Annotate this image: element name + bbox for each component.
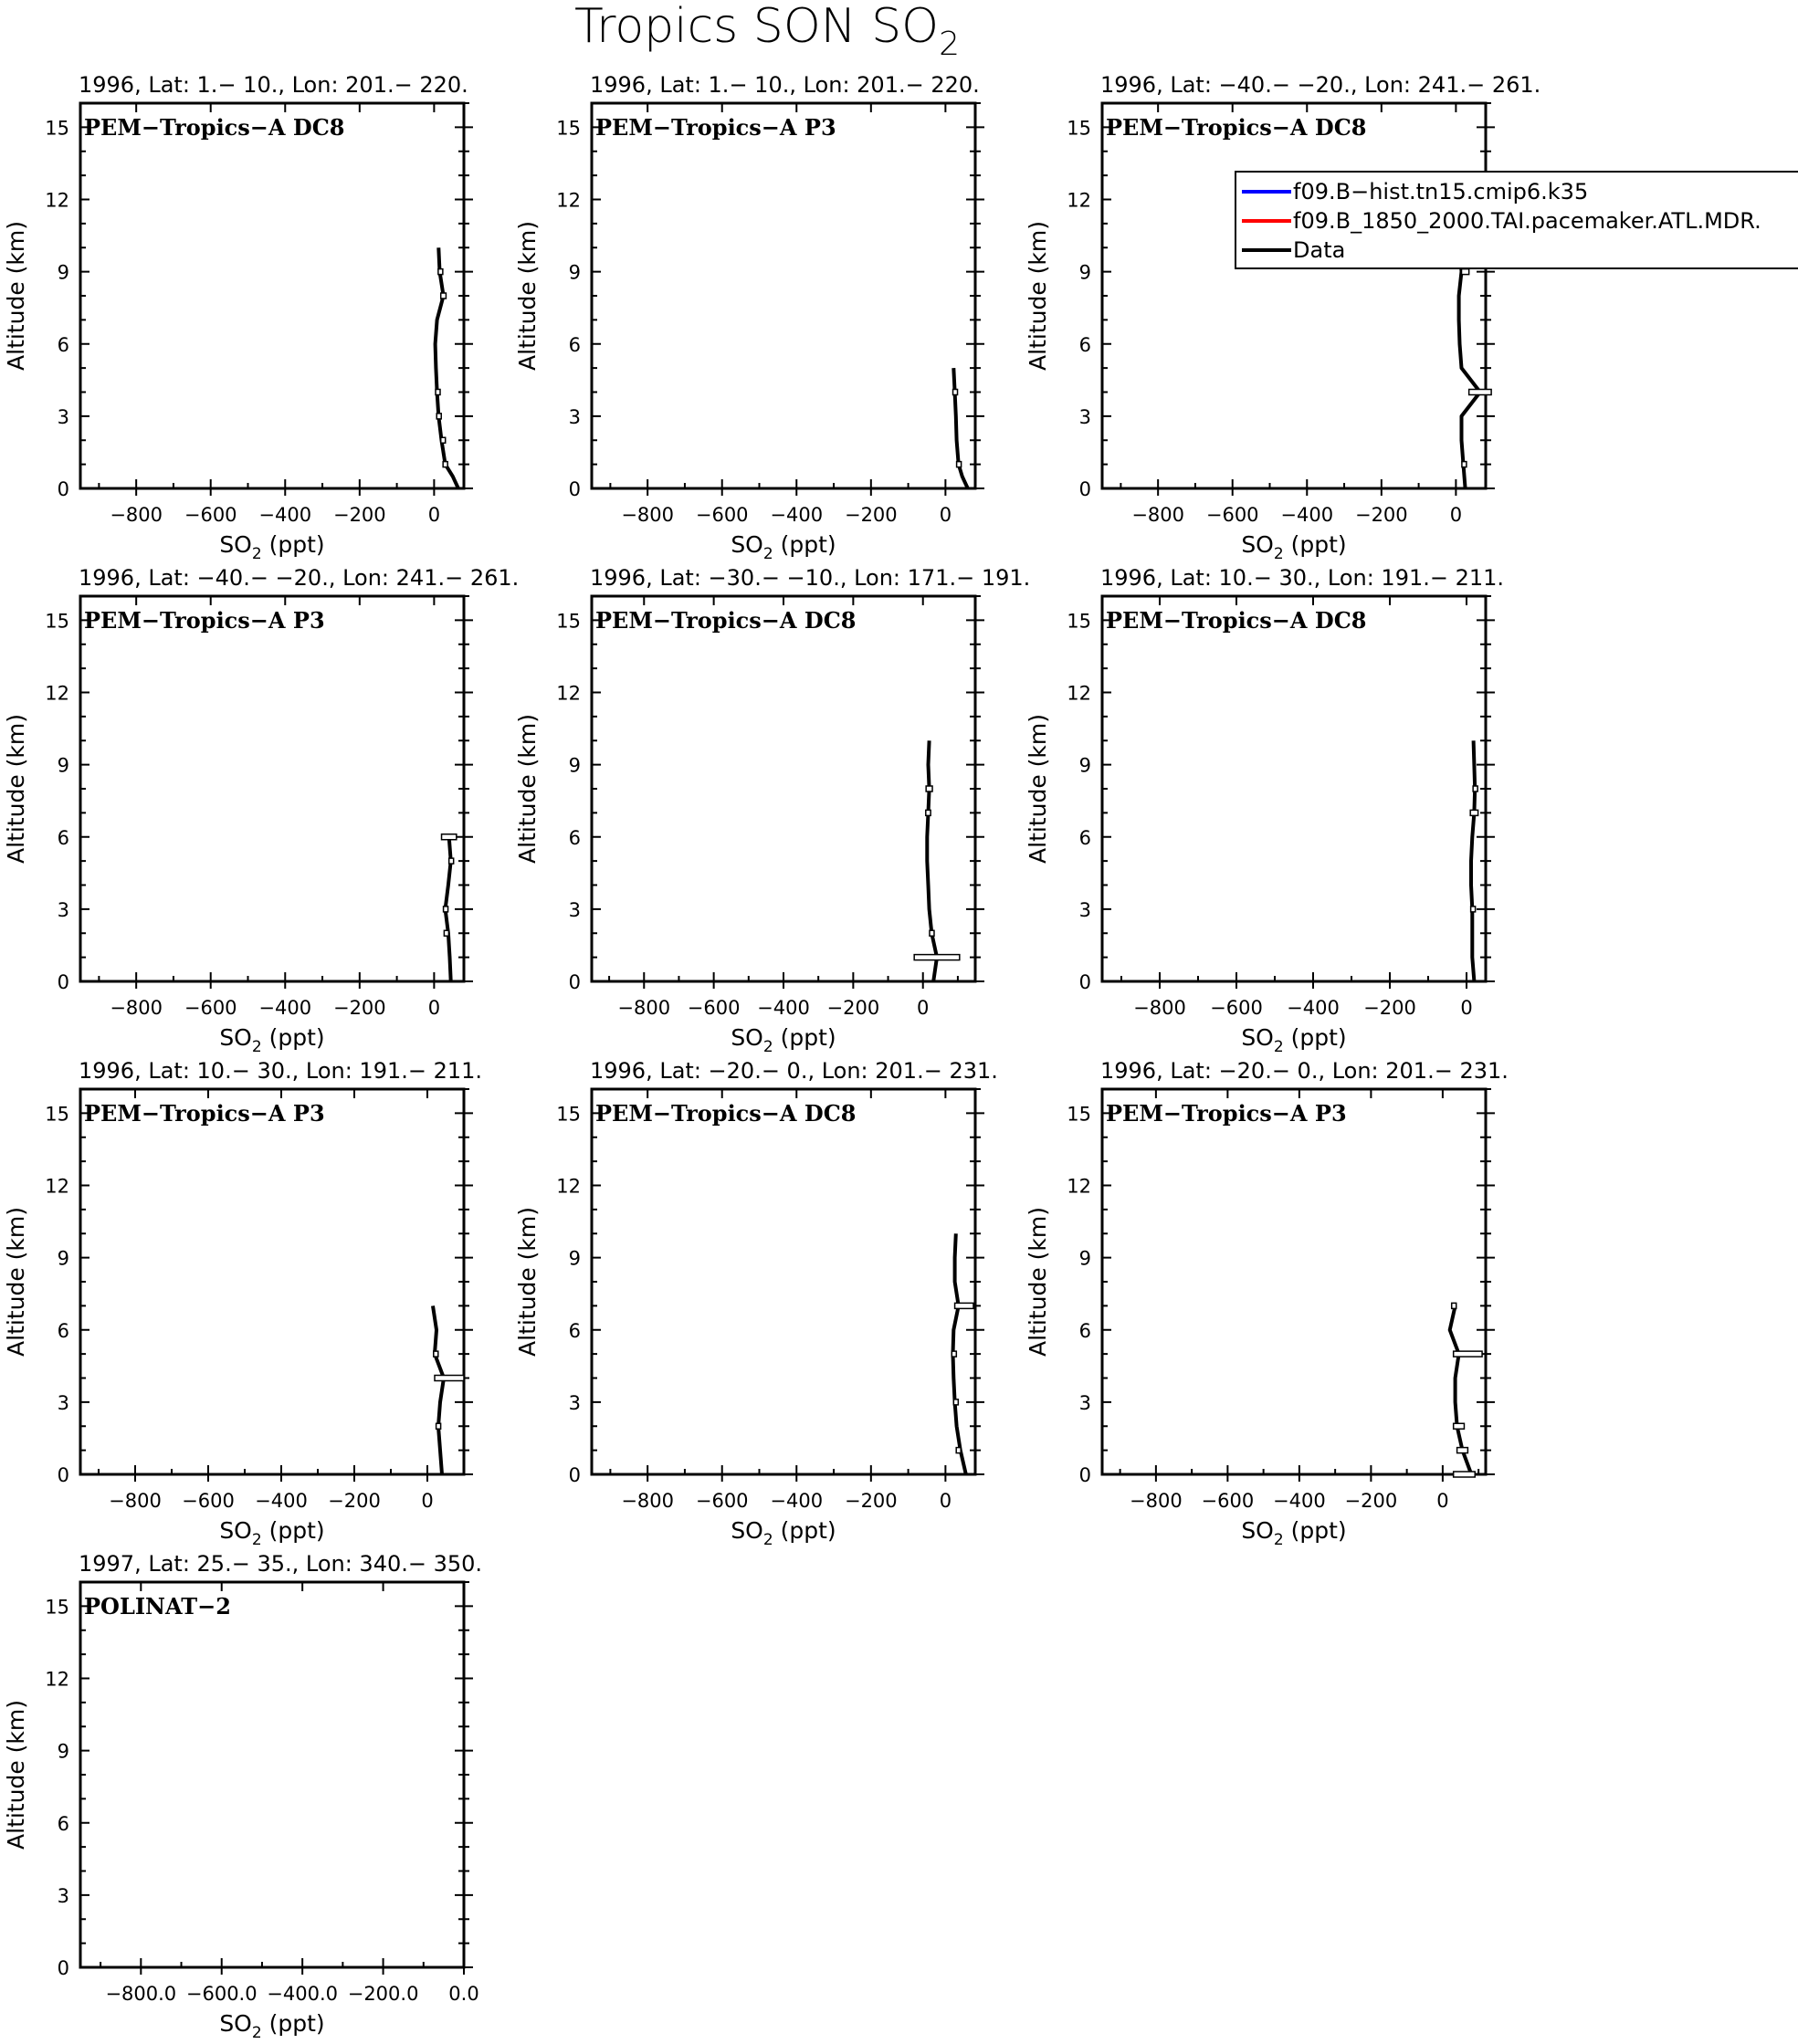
chart-panel [3, 1551, 482, 2042]
x-tick-label: −400 [757, 997, 810, 1019]
y-tick-label: 3 [57, 898, 69, 921]
campaign-label: PEM−Tropics−A P3 [595, 114, 836, 141]
x-axis-title-unit: (ppt) [773, 1024, 836, 1051]
y-tick-label: 6 [57, 1319, 69, 1342]
x-tick-label: −400 [258, 997, 312, 1019]
chart-panel [1025, 565, 1504, 1056]
x-axis-title-unit: (ppt) [773, 1517, 836, 1544]
panels [3, 72, 1540, 2042]
x-tick-label: −600 [182, 1490, 235, 1512]
data-range-box [955, 1303, 973, 1308]
x-axis-title-unit: (ppt) [261, 1024, 325, 1051]
y-tick-label: 12 [45, 1668, 69, 1691]
legend-label: f09.B_1850_2000.TAI.pacemaker.ATL.MDR. [1293, 208, 1761, 234]
y-tick-label: 9 [1078, 261, 1091, 284]
y-axis-title: Altitude (km) [514, 221, 541, 371]
x-tick-label: −800 [621, 1490, 675, 1512]
chart-panel [3, 565, 519, 1056]
x-tick-label: −600 [687, 997, 741, 1019]
y-tick-label: 0 [1078, 1464, 1091, 1486]
chart-panel [514, 565, 1030, 1056]
x-axis-title-subscript: 2 [762, 1038, 773, 1056]
y-tick-label: 0 [1078, 971, 1091, 993]
x-axis-title-unit: (ppt) [1283, 1024, 1347, 1051]
y-tick-label: 3 [1078, 405, 1091, 428]
y-tick-label: 15 [556, 610, 581, 633]
x-tick-label: −600 [1210, 997, 1263, 1019]
x-axis-title-name: SO [731, 1517, 763, 1544]
plot-frame [1102, 596, 1486, 981]
y-tick-label: 0 [57, 1464, 69, 1486]
data-range-box [444, 930, 448, 936]
y-tick-label: 12 [45, 1175, 69, 1198]
x-tick-label: −400 [770, 504, 824, 526]
x-tick-label: 0 [1449, 504, 1463, 526]
x-axis-title [731, 531, 836, 563]
chart-panel [1025, 72, 1540, 563]
campaign-label: PEM−Tropics−A P3 [84, 607, 325, 634]
x-tick-label: −200 [1363, 997, 1416, 1019]
y-tick-label: 12 [1067, 189, 1091, 212]
x-axis-title-subscript: 2 [251, 1531, 262, 1549]
data-series-line [433, 1305, 444, 1474]
x-axis-title-unit: (ppt) [1283, 531, 1347, 558]
x-tick-label: 0 [1436, 1490, 1449, 1512]
y-tick-label: 0 [57, 971, 69, 993]
x-tick-label: 0 [939, 1490, 952, 1512]
y-tick-label: 15 [45, 1596, 69, 1619]
x-tick-label: 0 [1460, 997, 1473, 1019]
x-axis-title-name: SO [731, 531, 763, 558]
data-range-box [1471, 907, 1476, 912]
x-tick-label: −800 [617, 997, 671, 1019]
y-axis-title: Altitude (km) [1025, 1207, 1051, 1357]
y-tick-label: 0 [57, 1957, 69, 1979]
x-axis-title [219, 531, 324, 563]
figure-title-subscript: 2 [939, 26, 961, 63]
y-tick-label: 15 [45, 610, 69, 633]
data-range-box [953, 390, 958, 395]
x-tick-label: −200 [332, 997, 386, 1019]
data-range-box [436, 390, 440, 395]
x-tick-label: −600.0 [185, 1983, 258, 2005]
x-axis-title-subscript: 2 [1273, 1531, 1284, 1549]
y-tick-label: 3 [57, 405, 69, 428]
data-range-box [444, 907, 448, 912]
data-range-box [434, 1351, 438, 1357]
x-tick-label: −400 [255, 1490, 308, 1512]
x-tick-label: −600 [1205, 504, 1259, 526]
figure-title [574, 0, 960, 63]
data-range-box [1469, 390, 1491, 395]
x-axis-title-name: SO [1241, 1024, 1274, 1051]
x-tick-label: −200 [1354, 504, 1408, 526]
x-axis-title [731, 1517, 836, 1549]
x-axis-title-unit: (ppt) [773, 531, 836, 558]
campaign-label: PEM−Tropics−A DC8 [1106, 607, 1367, 634]
x-axis-title-unit: (ppt) [1283, 1517, 1347, 1544]
x-axis-title-name: SO [731, 1024, 763, 1051]
y-tick-label: 6 [568, 826, 581, 849]
x-tick-label: −800 [109, 1490, 162, 1512]
data-range-box [930, 930, 934, 936]
x-axis-title [1241, 1517, 1346, 1549]
data-range-box [443, 462, 447, 467]
x-tick-label: 0 [427, 997, 441, 1019]
y-tick-label: 3 [1078, 898, 1091, 921]
data-range-box [438, 269, 443, 275]
data-range-box [1454, 1472, 1476, 1477]
x-tick-label: 0 [427, 504, 441, 526]
y-tick-label: 9 [57, 1247, 69, 1270]
data-range-box [926, 786, 932, 791]
plot-frame [80, 1089, 464, 1474]
x-tick-label: −800.0 [105, 1983, 177, 2005]
data-series-line [927, 740, 937, 981]
chart-panel [514, 72, 984, 563]
legend-label: f09.B−hist.tn15.cmip6.k35 [1293, 179, 1589, 204]
y-tick-label: 12 [45, 682, 69, 705]
x-tick-label: 0 [421, 1490, 434, 1512]
data-series-line [1471, 740, 1475, 981]
y-tick-label: 6 [1078, 333, 1091, 356]
x-tick-label: −400 [1280, 504, 1334, 526]
y-axis-title: Altitude (km) [1025, 221, 1051, 371]
panel-header: 1996, Lat: 1.− 10., Lon: 201.− 220. [590, 72, 980, 98]
x-tick-label: −600 [695, 504, 749, 526]
campaign-label: PEM−Tropics−A DC8 [595, 1100, 857, 1127]
x-tick-label: 0.0 [448, 1983, 479, 2005]
x-tick-label: −800 [110, 997, 163, 1019]
y-tick-label: 9 [568, 1247, 581, 1270]
x-axis-title [1241, 531, 1346, 563]
y-axis-title: Altitude (km) [3, 1207, 29, 1357]
data-range-box [1457, 1448, 1468, 1453]
data-range-box [914, 955, 960, 960]
data-range-box [1461, 269, 1468, 275]
x-axis-title-subscript: 2 [1273, 1038, 1284, 1056]
y-tick-label: 3 [1078, 1391, 1091, 1414]
x-axis-title [219, 1024, 324, 1056]
y-tick-label: 15 [1067, 117, 1091, 140]
y-tick-label: 3 [568, 405, 581, 428]
x-axis-title [219, 1517, 324, 1549]
y-tick-label: 15 [1067, 1103, 1091, 1126]
y-tick-label: 3 [57, 1884, 69, 1907]
data-range-box [957, 462, 962, 467]
y-tick-label: 0 [568, 971, 581, 993]
data-range-box [1473, 786, 1477, 791]
data-series-line [953, 368, 968, 488]
y-tick-label: 0 [568, 1464, 581, 1486]
data-range-box [1470, 810, 1477, 815]
x-tick-label: −400 [1273, 1490, 1326, 1512]
plot-frame [80, 1582, 464, 1967]
x-axis-title [731, 1024, 836, 1056]
x-tick-label: −400.0 [267, 1983, 339, 2005]
y-tick-label: 6 [57, 826, 69, 849]
y-tick-label: 6 [57, 333, 69, 356]
panel-header: 1996, Lat: 10.− 30., Lon: 191.− 211. [1100, 565, 1505, 591]
legend [1235, 172, 1798, 268]
y-tick-label: 9 [57, 754, 69, 777]
data-range-box [442, 834, 457, 840]
y-tick-label: 15 [556, 1103, 581, 1126]
data-range-box [956, 1448, 961, 1453]
y-tick-label: 9 [1078, 1247, 1091, 1270]
chart-panel [3, 1058, 482, 1549]
chart-panel [3, 72, 473, 563]
x-tick-label: −200 [826, 997, 880, 1019]
y-axis-title: Altitude (km) [3, 221, 29, 371]
campaign-label: PEM−Tropics−A DC8 [595, 607, 857, 634]
y-tick-label: 15 [45, 1103, 69, 1126]
campaign-label: POLINAT−2 [84, 1593, 231, 1619]
panel-header: 1996, Lat: −20.− 0., Lon: 201.− 231. [590, 1058, 998, 1084]
y-tick-label: 6 [568, 333, 581, 356]
y-tick-label: 6 [1078, 826, 1091, 849]
x-tick-label: −800 [1130, 1490, 1183, 1512]
y-tick-label: 3 [57, 1391, 69, 1414]
y-axis-title: Altitude (km) [514, 714, 541, 864]
y-tick-label: 12 [1067, 682, 1091, 705]
plot-frame [1102, 103, 1486, 488]
data-series-line [436, 247, 458, 488]
x-axis-title-subscript: 2 [251, 1038, 262, 1056]
data-range-box [435, 1376, 464, 1381]
x-tick-label: −400 [770, 1490, 824, 1512]
x-axis-title-subscript: 2 [251, 545, 262, 563]
data-range-box [926, 810, 931, 815]
x-axis-title-subscript: 2 [762, 545, 773, 563]
y-tick-label: 0 [568, 478, 581, 500]
panel-header: 1996, Lat: −40.− −20., Lon: 241.− 261. [1100, 72, 1541, 98]
plot-frame [592, 103, 975, 488]
y-tick-label: 9 [57, 261, 69, 284]
x-tick-label: −200 [1344, 1490, 1398, 1512]
plot-frame [592, 596, 975, 981]
x-axis-title-name: SO [219, 1024, 252, 1051]
data-range-box [1452, 1303, 1456, 1308]
data-range-box [1462, 462, 1467, 467]
y-tick-label: 9 [57, 1740, 69, 1763]
y-tick-label: 3 [568, 898, 581, 921]
x-axis-title [1241, 1024, 1346, 1056]
x-tick-label: −800 [110, 504, 163, 526]
y-axis-title: Altitude (km) [1025, 714, 1051, 864]
x-tick-label: −200 [844, 1490, 898, 1512]
y-tick-label: 15 [1067, 610, 1091, 633]
y-tick-label: 12 [556, 1175, 581, 1198]
campaign-label: PEM−Tropics−A DC8 [84, 114, 345, 141]
data-range-box [449, 858, 454, 864]
x-tick-label: −600 [184, 504, 237, 526]
y-tick-label: 9 [1078, 754, 1091, 777]
panel-header: 1996, Lat: −20.− 0., Lon: 201.− 231. [1100, 1058, 1509, 1084]
y-tick-label: 12 [45, 189, 69, 212]
plot-frame [592, 1089, 975, 1474]
chart-panel [514, 1058, 998, 1549]
y-tick-label: 3 [568, 1391, 581, 1414]
data-range-box [952, 1351, 956, 1357]
x-axis-title-name: SO [219, 531, 252, 558]
panel-header: 1997, Lat: 25.− 35., Lon: 340.− 350. [79, 1551, 483, 1577]
x-tick-label: 0 [939, 504, 952, 526]
data-series-line [1459, 247, 1480, 488]
y-tick-label: 0 [57, 478, 69, 500]
campaign-label: PEM−Tropics−A P3 [84, 1100, 325, 1127]
y-tick-label: 12 [556, 189, 581, 212]
y-tick-label: 15 [556, 117, 581, 140]
y-tick-label: 9 [568, 261, 581, 284]
x-tick-label: −400 [1287, 997, 1340, 1019]
x-tick-label: −600 [1201, 1490, 1255, 1512]
x-axis-title-subscript: 2 [1273, 545, 1284, 563]
panel-header: 1996, Lat: 10.− 30., Lon: 191.− 211. [79, 1058, 483, 1084]
x-tick-label: −600 [184, 997, 237, 1019]
campaign-label: PEM−Tropics−A DC8 [1106, 114, 1367, 141]
y-axis-title: Altitude (km) [514, 1207, 541, 1357]
x-tick-label: −800 [621, 504, 675, 526]
chart-panel [1025, 1058, 1509, 1549]
x-axis-title-name: SO [219, 2010, 252, 2037]
y-tick-label: 12 [556, 682, 581, 705]
y-tick-label: 6 [568, 1319, 581, 1342]
x-tick-label: −800 [1133, 997, 1186, 1019]
x-tick-label: −200.0 [347, 1983, 419, 2005]
y-tick-label: 9 [568, 754, 581, 777]
x-tick-label: −600 [695, 1490, 749, 1512]
plot-frame [80, 596, 464, 981]
plot-frame [1102, 1089, 1486, 1474]
x-tick-label: −200 [332, 504, 386, 526]
y-tick-label: 12 [1067, 1175, 1091, 1198]
x-tick-label: −800 [1131, 504, 1185, 526]
panel-header: 1996, Lat: −40.− −20., Lon: 241.− 261. [79, 565, 520, 591]
x-axis-title-unit: (ppt) [261, 531, 325, 558]
x-tick-label: −200 [844, 504, 898, 526]
data-range-box [953, 1399, 958, 1405]
y-axis-title: Altitude (km) [3, 1700, 29, 1850]
data-range-box [436, 1423, 441, 1429]
x-axis-title-unit: (ppt) [261, 2010, 325, 2037]
legend-label: Data [1293, 237, 1346, 263]
y-tick-label: 6 [57, 1812, 69, 1835]
data-range-box [1454, 1423, 1465, 1429]
x-axis-title-name: SO [1241, 1517, 1274, 1544]
x-tick-label: −200 [328, 1490, 381, 1512]
panel-header: 1996, Lat: 1.− 10., Lon: 201.− 220. [79, 72, 468, 98]
data-range-box [436, 414, 441, 419]
data-range-box [441, 293, 447, 299]
figure-title-text: Tropics SON SO [573, 0, 940, 54]
x-axis-title [219, 2010, 324, 2042]
panel-header: 1996, Lat: −30.− −10., Lon: 171.− 191. [590, 565, 1031, 591]
data-range-box [441, 437, 446, 443]
y-tick-label: 6 [1078, 1319, 1091, 1342]
x-axis-title-name: SO [219, 1517, 252, 1544]
y-tick-label: 15 [45, 117, 69, 140]
campaign-label: PEM−Tropics−A P3 [1106, 1100, 1347, 1127]
x-axis-title-subscript: 2 [251, 2024, 262, 2042]
y-axis-title: Altitude (km) [3, 714, 29, 864]
x-axis-title-name: SO [1241, 531, 1274, 558]
x-tick-label: −400 [258, 504, 312, 526]
data-range-box [1454, 1351, 1482, 1357]
plot-frame [80, 103, 464, 488]
y-tick-label: 0 [1078, 478, 1091, 500]
x-tick-label: 0 [917, 997, 930, 1019]
x-axis-title-unit: (ppt) [261, 1517, 325, 1544]
x-axis-title-subscript: 2 [762, 1531, 773, 1549]
